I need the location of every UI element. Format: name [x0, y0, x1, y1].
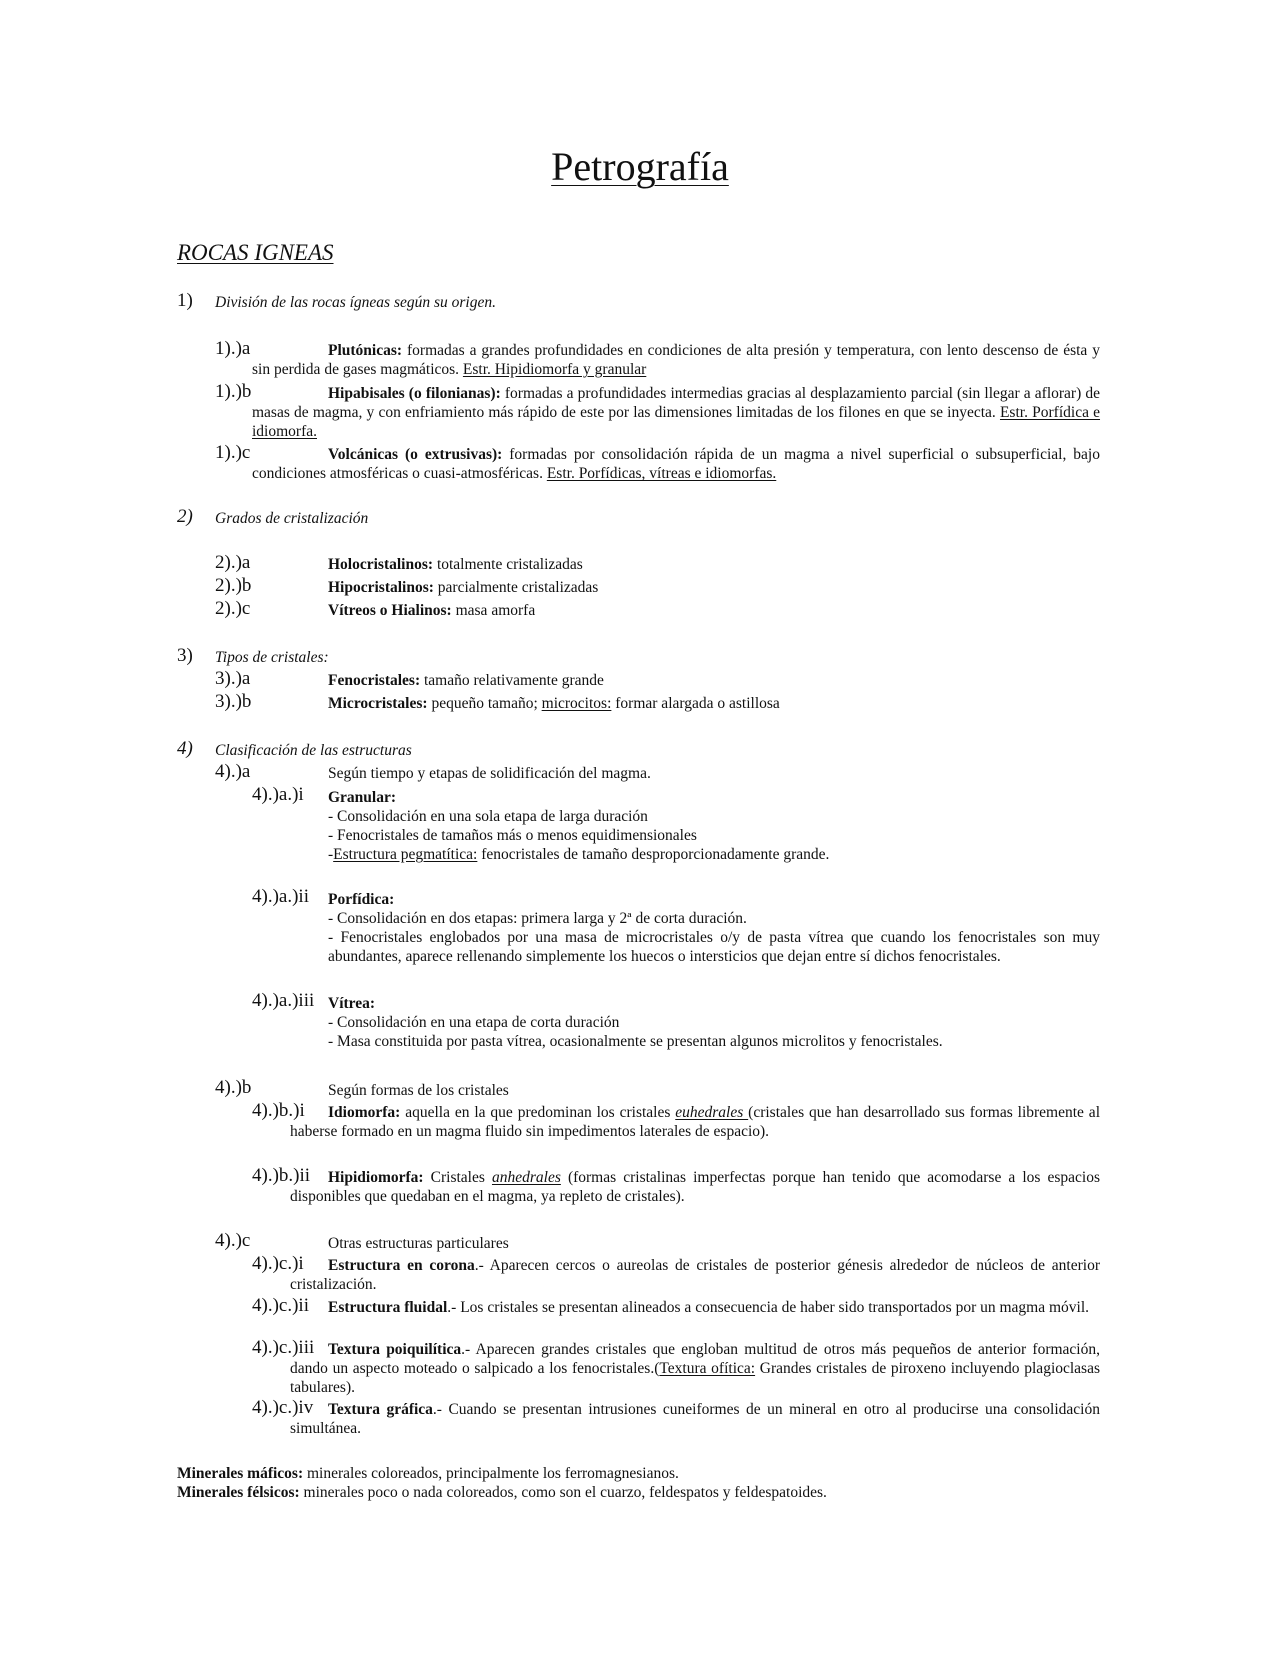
item-3b-text: [328, 694, 780, 713]
item-1c-desc: formadas por consolidación rápida de un magma a nivel superficial o subsuperficial, bajo condiciones atmosféricas o cuasi-atmosféricas.: [252, 446, 1100, 482]
item-3a-number: 3).)a: [215, 668, 251, 689]
item-4b-number: 4).)b: [215, 1077, 252, 1098]
item-4bii-text: [290, 1168, 1100, 1206]
section-3-heading: Tipos de cristales:: [215, 649, 329, 666]
item-4bi-link[interactable]: euhedrales: [675, 1104, 749, 1121]
item-4aii-line-1: - Consolidación en dos etapas: primera larga y 2ª de corta duración.: [328, 910, 747, 927]
item-4civ-text: [290, 1400, 1100, 1438]
item-4aiii-line-2: - Masa constituida por pasta vítrea, ocasionalmente se presentan algunos microlitos y fenocristales.: [328, 1033, 943, 1050]
item-2c-desc: masa amorfa: [451, 602, 536, 619]
item-4bi-desc: aquella en la que predominan los cristales: [400, 1104, 676, 1121]
item-4ai-link[interactable]: Estructura pegmatítica:: [333, 846, 478, 863]
item-4civ-desc: .- Cuando se presentan intrusiones cuneiformes de un mineral en otro al producirse una consolidación simultánea.: [290, 1401, 1100, 1437]
item-1c-term: Volcánicas (o extrusivas):: [328, 446, 503, 463]
item-2a-number: 2).)a: [215, 552, 251, 573]
item-1a-text: [252, 341, 1100, 379]
item-2a-term: Holocristalinos:: [328, 556, 434, 573]
item-3a-text: [328, 671, 604, 690]
item-4ciii-term: Textura poiquilítica: [328, 1341, 462, 1358]
item-4bii-desc: Cristales: [423, 1169, 492, 1186]
item-3b-link[interactable]: microcitos:: [541, 695, 612, 712]
section-title: ROCAS IGNEAS: [177, 240, 334, 265]
item-1b-number: 1).)b: [215, 381, 252, 402]
page-title: Petrografía: [551, 144, 729, 189]
item-4ciii-link[interactable]: Textura ofítica:: [659, 1360, 756, 1377]
section-2-number: 2): [177, 506, 193, 527]
item-4b-label: Según formas de los cristales: [328, 1082, 509, 1099]
item-4ai-number: 4).)a.)i: [252, 784, 304, 805]
item-1a-number: 1).)a: [215, 338, 251, 359]
item-4aiii-term: Vítrea:: [328, 995, 376, 1012]
item-4a-number: 4).)a: [215, 761, 251, 782]
item-2b-term: Hipocristalinos:: [328, 579, 434, 596]
item-1a-desc: formadas a grandes profundidades en condiciones de alta presión y temperatura, con lento descenso de ésta y sin perdida de gases magmáticos.: [252, 342, 1100, 378]
felsic-minerals-term: Minerales félsicos:: [177, 1484, 300, 1501]
item-1a-link[interactable]: Estr. Hipidiomorfa y granular: [462, 361, 647, 378]
item-4bii-desc2: (formas cristalinas imperfectas porque han tenido que acomodarse a los espacios disponibles que quedaban en el magma, ya repleto de cristales).: [290, 1169, 1101, 1205]
item-1c-text: [252, 445, 1100, 483]
item-3b-desc: pequeño tamaño;: [427, 695, 542, 712]
item-4c-number: 4).)c: [215, 1230, 251, 1251]
item-3b-term: Microcristales:: [328, 695, 428, 712]
item-3a-desc: tamaño relativamente grande: [420, 672, 604, 689]
item-4ai-line-3-desc: fenocristales de tamaño desproporcionadamente grande.: [477, 846, 830, 863]
section-2-heading: Grados de cristalización: [215, 510, 369, 527]
item-4a-label: Según tiempo y etapas de solidificación del magma.: [328, 765, 651, 782]
mafic-minerals-definition: [177, 1464, 679, 1483]
item-1b-link[interactable]: Estr. Porfídica e idiomorfa.: [252, 404, 1101, 440]
item-4ciii-number: 4).)c.)iii: [252, 1337, 315, 1358]
item-4bi-desc2: (cristales que han desarrollado sus formas libremente al haberse formado en un magma fluido sin impedimentos laterales de espacio).: [290, 1104, 1100, 1140]
item-4cii-text: [290, 1298, 1100, 1317]
item-4bi-term: Idiomorfa:: [328, 1104, 401, 1121]
item-4ciii-text: [290, 1340, 1100, 1397]
item-4cii-number: 4).)c.)ii: [252, 1295, 309, 1316]
item-3a-term: Fenocristales:: [328, 672, 421, 689]
item-4civ-term: Textura gráfica: [328, 1401, 433, 1418]
item-4aiii-number: 4).)a.)iii: [252, 990, 315, 1011]
item-4ai-dash: -: [328, 846, 334, 863]
item-4aii-text: [328, 890, 1100, 966]
section-4-number: 4): [177, 738, 193, 759]
item-2c-number: 2).)c: [215, 598, 251, 619]
item-2c-text: [328, 601, 535, 620]
item-4ai-term: Granular:: [328, 789, 397, 806]
item-4civ-number: 4).)c.)iv: [252, 1397, 314, 1418]
item-2a-desc: totalmente cristalizadas: [433, 556, 583, 573]
item-4ai-line-1: - Consolidación en una sola etapa de larga duración: [328, 808, 648, 825]
item-4c-label: Otras estructuras particulares: [328, 1235, 509, 1252]
item-4aii-number: 4).)a.)ii: [252, 886, 309, 907]
item-4aii-line-2: - Fenocristales englobados por una masa de microcristales o/y de pasta vítrea que cuando los fenocristales son muy abundantes, aparece rellenando simplemente los huecos o intersticios que dejan entre sí dichos fenocristales.: [328, 929, 1100, 965]
item-1b-text: [252, 384, 1100, 441]
item-4ci-text: [290, 1256, 1100, 1294]
item-4bii-number: 4).)b.)ii: [252, 1165, 311, 1186]
item-4ci-desc: .- Aparecen cercos o aureolas de cristales de posterior génesis alrededor de núcleos de anterior cristalización.: [290, 1257, 1100, 1293]
section-4-heading: Clasificación de las estructuras: [215, 742, 412, 759]
item-4ai-line-3: [328, 845, 1100, 864]
item-2b-desc: parcialmente cristalizadas: [433, 579, 599, 596]
section-3-number: 3): [177, 645, 193, 666]
item-4aiii-line-1: - Consolidación en una etapa de corta duración: [328, 1014, 620, 1031]
item-4aiii-text: [328, 994, 1100, 1051]
section-1-number: 1): [177, 290, 193, 311]
item-1c-link[interactable]: Estr. Porfídicas, vítreas e idiomorfas.: [546, 465, 777, 482]
item-2a-text: [328, 555, 583, 574]
item-3b-number: 3).)b: [215, 691, 252, 712]
item-4cii-desc: .- Los cristales se presentan alineados a consecuencia de haber sido transportados por un magma móvil.: [447, 1299, 1090, 1316]
item-1b-desc: formadas a profundidades intermedias gracias al desplazamiento parcial (sin llegar a aflorar) de masas de magma, y con enfriamiento más rápido de este por las dimensiones limitadas de los filones en que se inyecta.: [252, 385, 1100, 421]
mafic-minerals-term: Minerales máficos:: [177, 1465, 304, 1482]
item-4ciii-desc2: Grandes cristales de piroxeno incluyendo plagioclasas tabulares).: [290, 1360, 1101, 1396]
item-4ci-term: Estructura en corona: [328, 1257, 475, 1274]
item-2b-number: 2).)b: [215, 575, 252, 596]
item-4bii-link[interactable]: anhedrales: [491, 1169, 561, 1186]
item-4ciii-desc: .- Aparecen grandes cristales que engloban multitud de otros más pequeños de anterior formación, dando un aspecto moteado o salpicado a los fenocristales.(: [290, 1341, 1100, 1377]
item-4ai-text: [328, 788, 1100, 864]
item-1b-term: Hipabisales (o filonianas):: [328, 385, 501, 402]
item-2b-text: [328, 578, 598, 597]
item-1c-number: 1).)c: [215, 442, 251, 463]
item-3b-desc2: formar alargada o astillosa: [611, 695, 780, 712]
mafic-minerals-desc: minerales coloreados, principalmente los ferromagnesianos.: [303, 1465, 679, 1482]
item-4bii-term: Hipidiomorfa:: [328, 1169, 424, 1186]
item-4aii-term: Porfídica:: [328, 891, 395, 908]
item-4cii-term: Estructura fluidal: [328, 1299, 448, 1316]
item-2c-term: Vítreos o Hialinos:: [328, 602, 452, 619]
section-1-heading: División de las rocas ígneas según su origen.: [215, 294, 496, 311]
item-1a-term: Plutónicas:: [328, 342, 403, 359]
item-4ai-line-2: - Fenocristales de tamaños más o menos equidimensionales: [328, 827, 697, 844]
item-4bi-text: [290, 1103, 1100, 1141]
felsic-minerals-desc: minerales poco o nada coloreados, como son el cuarzo, feldespatos y feldespatoides.: [299, 1484, 827, 1501]
felsic-minerals-definition: [177, 1483, 827, 1502]
item-4ci-number: 4).)c.)i: [252, 1253, 304, 1274]
item-4bi-number: 4).)b.)i: [252, 1100, 305, 1121]
